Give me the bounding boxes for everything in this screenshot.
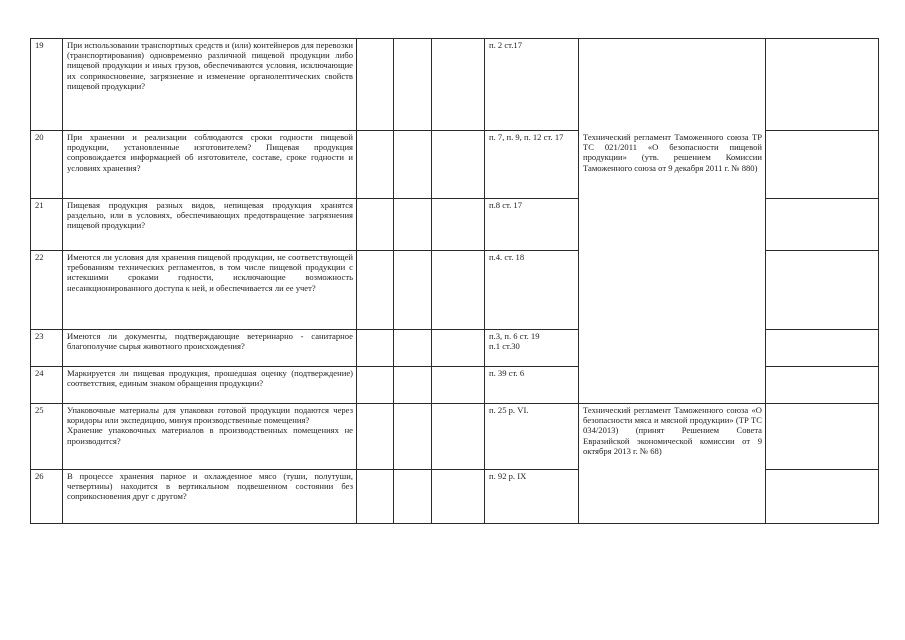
answer-yes-cell: [357, 404, 394, 470]
table-row: [31, 39, 879, 131]
notes-cell: [766, 39, 879, 131]
reference-cell: [485, 330, 579, 367]
question-cell: Маркируется ли пищевая продукция, прошедшая оценку (подтверждение) соответствия, единым знаком обращения продукции?: [63, 367, 357, 404]
reference-cell: п. 39 ст. 6: [485, 367, 579, 404]
row-number: 25: [31, 404, 63, 470]
regulation-text: Технический регламент Таможенного союза ТР ТС 021/2011 «О безопасности пищевой продукции» (утв. решением Комиссии Таможенного союза от 9 декабря 2011 г. № 880): [583, 132, 762, 173]
reference-line: п.3, п. 6 ст. 19: [489, 331, 540, 341]
row-number: 23: [31, 330, 63, 367]
regulation-cell-tr-034: Технический регламент Таможенного союза «О безопасности мяса и мясной продукции» (ТР ТС 034/2013) (принят Решением Совета Евразийской экономической комиссии от 9 октября 2013 г. № 68): [579, 404, 766, 524]
answer-no-cell: [394, 470, 432, 524]
answer-na-cell: [432, 251, 485, 330]
row-number: 24: [31, 367, 63, 404]
question-cell: При хранении и реализации соблюдаются сроки годности пищевой продукции, установленные изготовителем? Пищевая продукция сопровождается информацией об изготовителе, составе, сроке годности и условиях хранения?: [63, 131, 357, 199]
notes-cell: [766, 367, 879, 404]
answer-yes-cell: [357, 330, 394, 367]
answer-yes-cell: [357, 199, 394, 251]
question-cell: Имеются ли условия для хранения пищевой продукции, не соответствующей требованиям технических регламентов, в том числе пищевой продукции с истекшими сроками годности, исключающие возможность несанкционированного доступа к ней, и обеспечивается ли ее учет?: [63, 251, 357, 330]
row-number: 19: [31, 39, 63, 131]
checklist-table: [30, 38, 879, 524]
regulation-cell-tr-021: [579, 39, 766, 404]
answer-yes-cell: [357, 367, 394, 404]
reference-line: п.1 ст.30: [489, 341, 520, 352]
answer-na-cell: [432, 470, 485, 524]
answer-no-cell: [394, 367, 432, 404]
question-line: Хранение упаковочных материалов в производственных помещениях не производится?: [67, 425, 353, 446]
answer-na-cell: [432, 131, 485, 199]
answer-no-cell: [394, 330, 432, 367]
question-cell: Пищевая продукция разных видов, непищевая продукция хранятся раздельно, или в условиях, обеспечивающих предотвращение загрязнения пищевой продукции?: [63, 199, 357, 251]
answer-no-cell: [394, 39, 432, 131]
question-cell: В процессе хранения парное и охлажденное мясо (туши, полутуши, четвертины) находится в вертикальном подвешенном состоянии без соприкосновения друг с другом?: [63, 470, 357, 524]
answer-yes-cell: [357, 131, 394, 199]
notes-cell: [766, 131, 879, 199]
notes-cell: [766, 199, 879, 251]
notes-cell: [766, 251, 879, 330]
reference-cell: п. 92 р. IX: [485, 470, 579, 524]
question-cell: Имеются ли документы, подтверждающие ветеринарно - санитарное благополучие сырья животного происхождения?: [63, 330, 357, 367]
reference-cell: п.4. ст. 18: [485, 251, 579, 330]
answer-yes-cell: [357, 39, 394, 131]
reference-cell: п. 7, п. 9, п. 12 ст. 17: [485, 131, 579, 199]
table-row: [31, 404, 879, 470]
notes-cell: [766, 330, 879, 367]
answer-no-cell: [394, 251, 432, 330]
reference-cell: п.8 ст. 17: [485, 199, 579, 251]
answer-no-cell: [394, 199, 432, 251]
notes-cell: [766, 404, 879, 470]
row-number: 26: [31, 470, 63, 524]
spacer: [583, 40, 762, 132]
answer-no-cell: [394, 131, 432, 199]
reference-cell: п. 2 ст.17: [485, 39, 579, 131]
answer-na-cell: [432, 367, 485, 404]
question-line: Упаковочные материалы для упаковки готовой продукции подаются через коридоры или экспедицию, минуя производственные помещения?: [67, 405, 353, 426]
answer-na-cell: [432, 330, 485, 367]
question-cell: При использовании транспортных средств и (или) контейнеров для перевозки (транспортирования) одновременно различной пищевой продукции либо пищевой продукции и иных грузов, обеспечиваются условия, исключающие их соприкосновение, загрязнение и изменение органолептических свойств пищевой продукции?: [63, 39, 357, 131]
answer-na-cell: [432, 199, 485, 251]
answer-na-cell: [432, 39, 485, 131]
answer-yes-cell: [357, 470, 394, 524]
row-number: 21: [31, 199, 63, 251]
answer-no-cell: [394, 404, 432, 470]
answer-yes-cell: [357, 251, 394, 330]
answer-na-cell: [432, 404, 485, 470]
question-cell: [63, 404, 357, 470]
row-number: 22: [31, 251, 63, 330]
reference-cell: п. 25 р. VI.: [485, 404, 579, 470]
notes-cell: [766, 470, 879, 524]
row-number: 20: [31, 131, 63, 199]
